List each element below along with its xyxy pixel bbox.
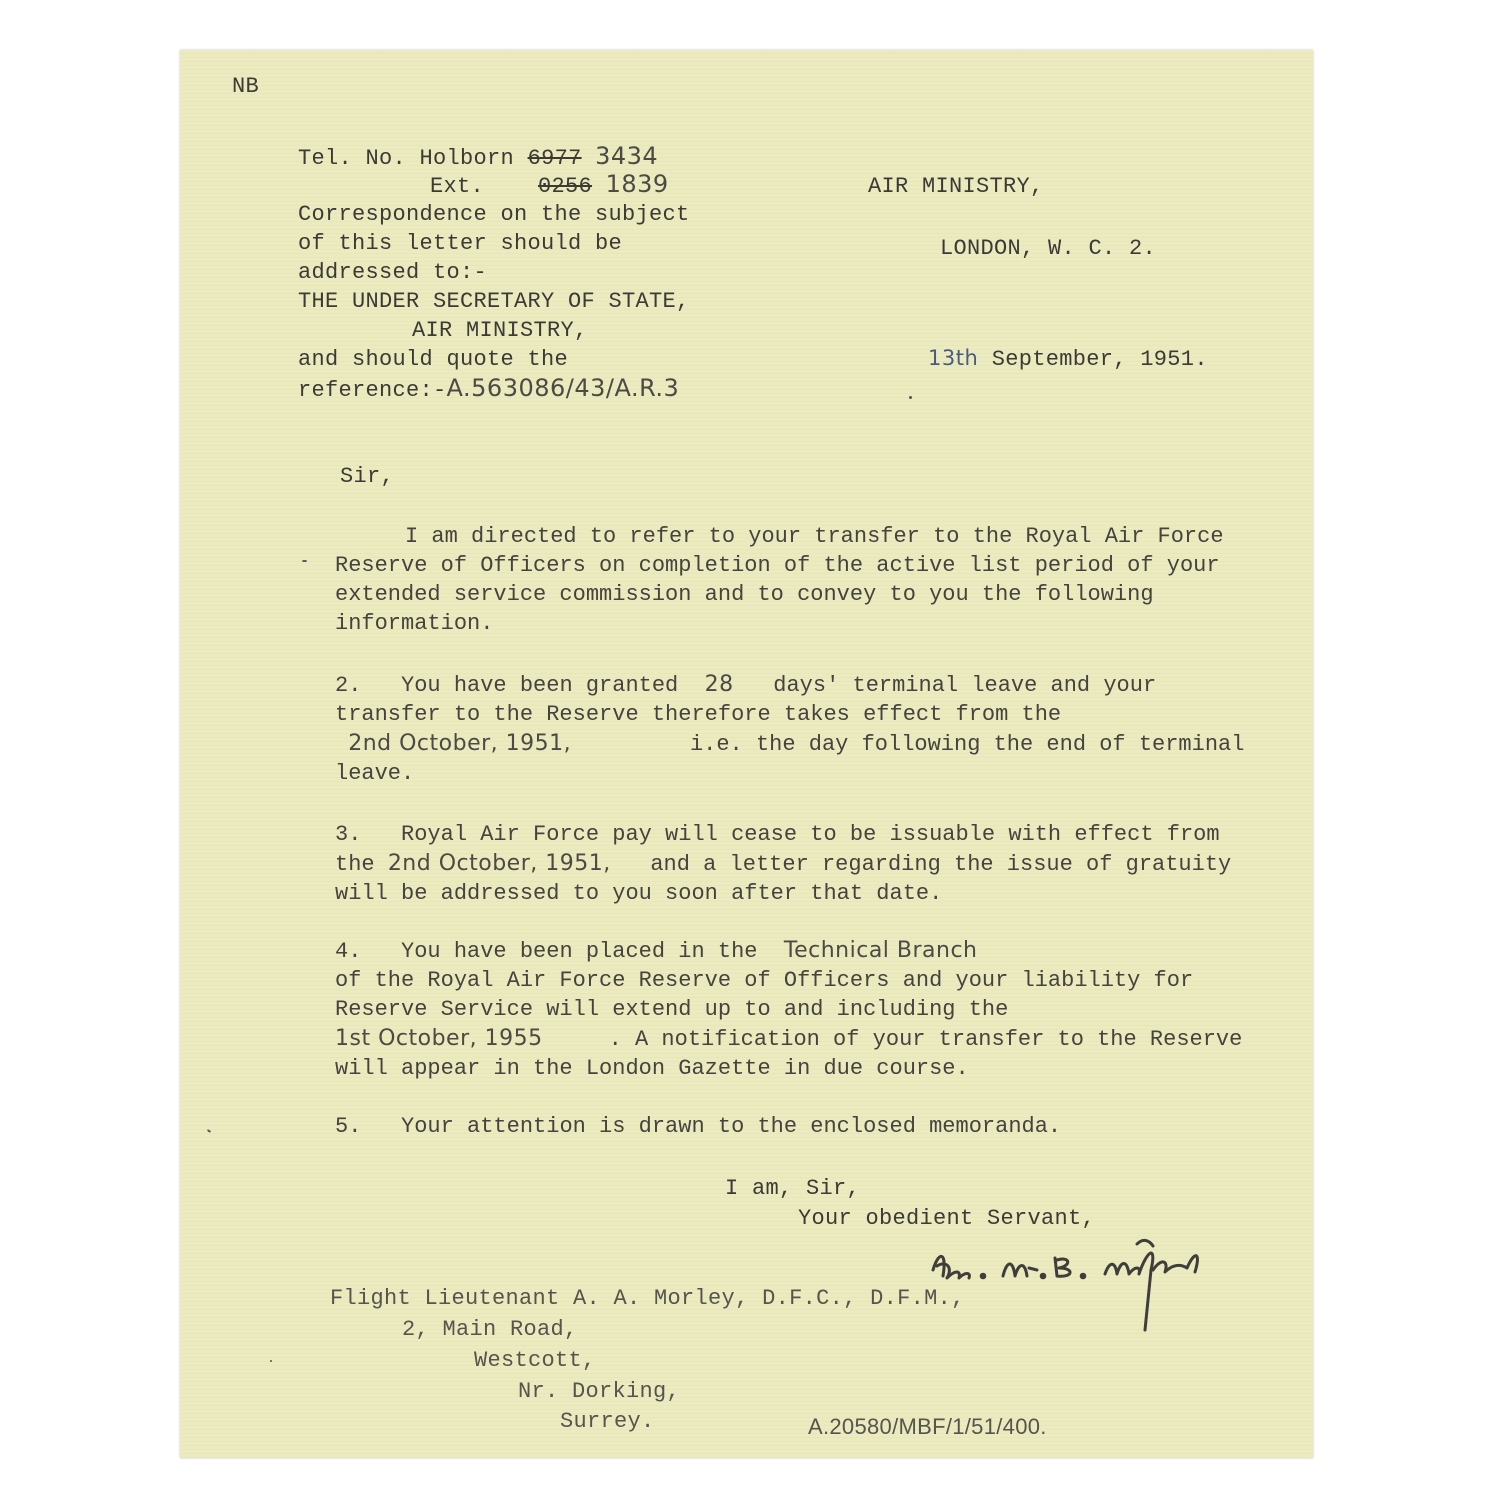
paragraph-4: [335, 936, 1255, 1083]
tel-line: [298, 142, 658, 173]
paragraph-2: [335, 670, 1255, 788]
handwritten-signature: [925, 1230, 1225, 1340]
p3-text-a: Royal Air Force pay will cease to be issuable with effect from the: [335, 822, 1220, 877]
date-day-handwritten: 13th: [928, 346, 979, 370]
ext-label: Ext.: [430, 174, 485, 199]
p4-text-c: . A notification of your transfer to the Reserve will appear in the London Gazette in due course.: [335, 1027, 1243, 1081]
p5-text: Your attention is drawn to the enclosed memoranda.: [401, 1114, 1062, 1139]
ext-new-number: 1839: [605, 170, 669, 198]
correspondence-line-1: Correspondence on the subject: [298, 202, 690, 227]
address-line-3: Westcott,: [474, 1348, 596, 1373]
reference-line: [298, 374, 679, 405]
closing-line-1: I am, Sir,: [725, 1176, 861, 1201]
closing-line-2: Your obedient Servant,: [798, 1206, 1096, 1231]
p3-text-b: and a letter regarding the issue of gratuity will be addressed to you soon after that date.: [335, 852, 1232, 906]
corner-mark: NB: [232, 74, 260, 99]
letter-page: [180, 50, 1313, 1458]
correspondence-line-6: and should quote the: [298, 347, 569, 372]
p2-number: 2.: [335, 673, 362, 698]
address-line-4: Nr. Dorking,: [518, 1379, 681, 1404]
address-line-2: 2, Main Road,: [402, 1317, 578, 1342]
ext-line: [430, 170, 669, 201]
p4-text-a: You have been placed in the: [401, 939, 758, 964]
reference-label: reference:-: [298, 378, 447, 403]
p4-text-b: of the Royal Air Force Reserve of Officers and your liability for Reserve Service will extend up to and including the: [335, 968, 1194, 1022]
p5-number: 5.: [335, 1114, 362, 1139]
p2-text-a: You have been granted: [401, 673, 679, 698]
p2-text-c: i.e. the day following the end of terminal leave.: [335, 732, 1245, 786]
ext-struck-number: 0256: [538, 174, 593, 199]
reference-value: A.563086/43/A.R.3: [446, 374, 680, 402]
address-line-1: Flight Lieutenant A. A. Morley, D.F.C., D.F.M.,: [330, 1286, 965, 1311]
tel-struck-number: 6977: [527, 146, 582, 171]
paper-speck: [302, 560, 307, 562]
correspondence-line-3: addressed to:-: [298, 260, 488, 285]
paper-speck: [270, 1360, 272, 1362]
p4-branch: Technical Branch: [783, 938, 978, 963]
correspondence-line-2: of this letter should be: [298, 231, 623, 256]
paper-speck: [207, 1129, 211, 1133]
p3-date: 2nd October, 1951,: [387, 851, 611, 876]
p2-text-b: days' terminal leave and your transfer to the Reserve therefore takes effect from the: [335, 673, 1157, 727]
tel-new-number: 3434: [595, 142, 659, 170]
paragraph-3: [335, 820, 1255, 908]
org-name: AIR MINISTRY,: [868, 174, 1044, 199]
p4-date: 1st October, 1955: [335, 1026, 543, 1051]
address-line-5: Surrey.: [560, 1409, 655, 1434]
form-code: A.20580/MBF/1/51/400.: [808, 1414, 1047, 1439]
paragraph-1: I am directed to refer to your transfer to the Royal Air Force Reserve of Officers on completion of the active list period of your extended service commission and to convey to you the following information.: [335, 524, 1224, 636]
org-city: LONDON, W. C. 2.: [940, 236, 1157, 261]
p2-date: 2nd October, 1951,: [348, 731, 572, 756]
p4-number: 4.: [335, 939, 362, 964]
p3-number: 3.: [335, 822, 362, 847]
salutation: Sir,: [340, 464, 395, 489]
p2-days: 28: [704, 672, 734, 697]
tel-label: Tel. No. Holborn: [298, 146, 515, 171]
date-rest: September, 1951.: [991, 347, 1208, 372]
ink-dot: [909, 396, 912, 399]
paragraph-5: [335, 1112, 1255, 1141]
letter-date: [928, 344, 1208, 374]
correspondence-line-5: AIR MINISTRY,: [412, 318, 588, 343]
correspondence-line-4: THE UNDER SECRETARY OF STATE,: [298, 289, 690, 314]
